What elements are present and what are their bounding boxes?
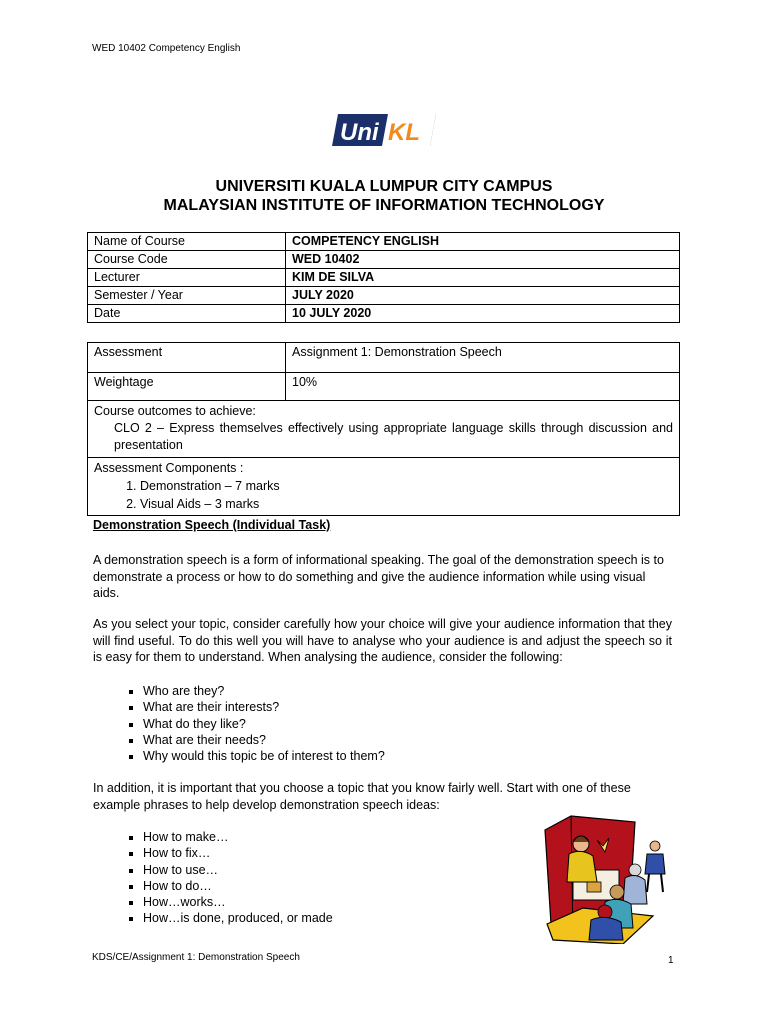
table-row: [88, 233, 680, 251]
date-value: 10 JULY 2020: [286, 305, 680, 323]
semester-label: Semester / Year: [88, 287, 286, 305]
assessment-table: [87, 342, 680, 516]
weightage-label: Weightage: [88, 373, 286, 401]
list-item: ▪ How to use…: [143, 862, 333, 878]
table-row: [88, 343, 680, 373]
components-heading: Assessment Components :: [94, 461, 244, 475]
components-list: [94, 477, 673, 513]
course-code-value: WED 10402: [286, 251, 680, 269]
table-row: [88, 251, 680, 269]
table-row: [88, 373, 680, 401]
semester-value: JULY 2020: [286, 287, 680, 305]
list-item: ▪ What are their interests?: [143, 699, 385, 715]
section-title: Demonstration Speech (Individual Task): [93, 518, 331, 532]
unikl-logo: [330, 108, 440, 150]
assessment-label: Assessment: [88, 343, 286, 373]
table-row: [88, 401, 680, 458]
course-code-label: Course Code: [88, 251, 286, 269]
paragraph-intro: A demonstration speech is a form of informational speaking. The goal of the demonstration speech is to demonstrate a process or how to do something and give the audience information while using visual aids.: [93, 553, 664, 600]
university-title: UNIVERSITI KUALA LUMPUR CITY CAMPUS: [215, 178, 553, 195]
page-number: 1: [668, 955, 674, 966]
table-row: [88, 458, 680, 516]
course-outcomes-cell: [88, 401, 680, 458]
assessment-components-cell: [88, 458, 680, 516]
list-item: ▪ Who are they?: [143, 683, 385, 699]
table-row: [88, 287, 680, 305]
list-item: ▪ How to fix…: [143, 845, 333, 861]
lecturer-label: Lecturer: [88, 269, 286, 287]
list-item: ▪ How to make…: [143, 829, 333, 845]
paragraph-topic: As you select your topic, consider carefully how your choice will give your audience information that they will find useful. To do this well you will have to analyse who your audience is and adjust the speech so it is easy for them to understand. When analysing the audience, consider the following:: [93, 617, 672, 664]
table-row: [88, 305, 680, 323]
outcomes-heading: Course outcomes to achieve:: [94, 404, 256, 418]
example-phrases-list: [93, 829, 333, 927]
logo-text-kl: KL: [388, 119, 420, 146]
list-item: ▪ What do they like?: [143, 716, 385, 732]
list-item: ▪ What are their needs?: [143, 732, 385, 748]
list-item: ▪ How to do…: [143, 878, 333, 894]
logo-text-uni: Uni: [340, 119, 379, 146]
list-item: ▪ How…is done, produced, or made: [143, 910, 333, 926]
audience-questions-list: [93, 683, 385, 764]
clo-text: CLO 2 – Express themselves effectively using appropriate language skills through discussion and presentation: [114, 421, 673, 452]
lecturer-value: KIM DE SILVA: [286, 269, 680, 287]
weightage-value: 10%: [286, 373, 680, 401]
list-item: 2. Visual Aids – 3 marks: [140, 495, 673, 513]
running-header: WED 10402 Competency English: [92, 43, 241, 54]
list-item: ▪ How…works…: [143, 894, 333, 910]
list-item: 1. Demonstration – 7 marks: [140, 477, 673, 495]
date-label: Date: [88, 305, 286, 323]
demonstration-clipart: [543, 812, 671, 944]
footer-document-id: KDS/CE/Assignment 1: Demonstration Speech: [92, 952, 300, 963]
course-name-label: Name of Course: [88, 233, 286, 251]
paragraph-phrases: In addition, it is important that you choose a topic that you know fairly well. Start with one of these example phrases to help develop demonstration speech ideas:: [93, 781, 631, 812]
list-item: ▪ Why would this topic be of interest to them?: [143, 748, 385, 764]
table-row: [88, 269, 680, 287]
course-info-table: [87, 232, 680, 323]
institute-title: MALAYSIAN INSTITUTE OF INFORMATION TECHNOLOGY: [163, 197, 605, 214]
course-name-value: COMPETENCY ENGLISH: [286, 233, 680, 251]
assessment-value: Assignment 1: Demonstration Speech: [286, 343, 680, 373]
